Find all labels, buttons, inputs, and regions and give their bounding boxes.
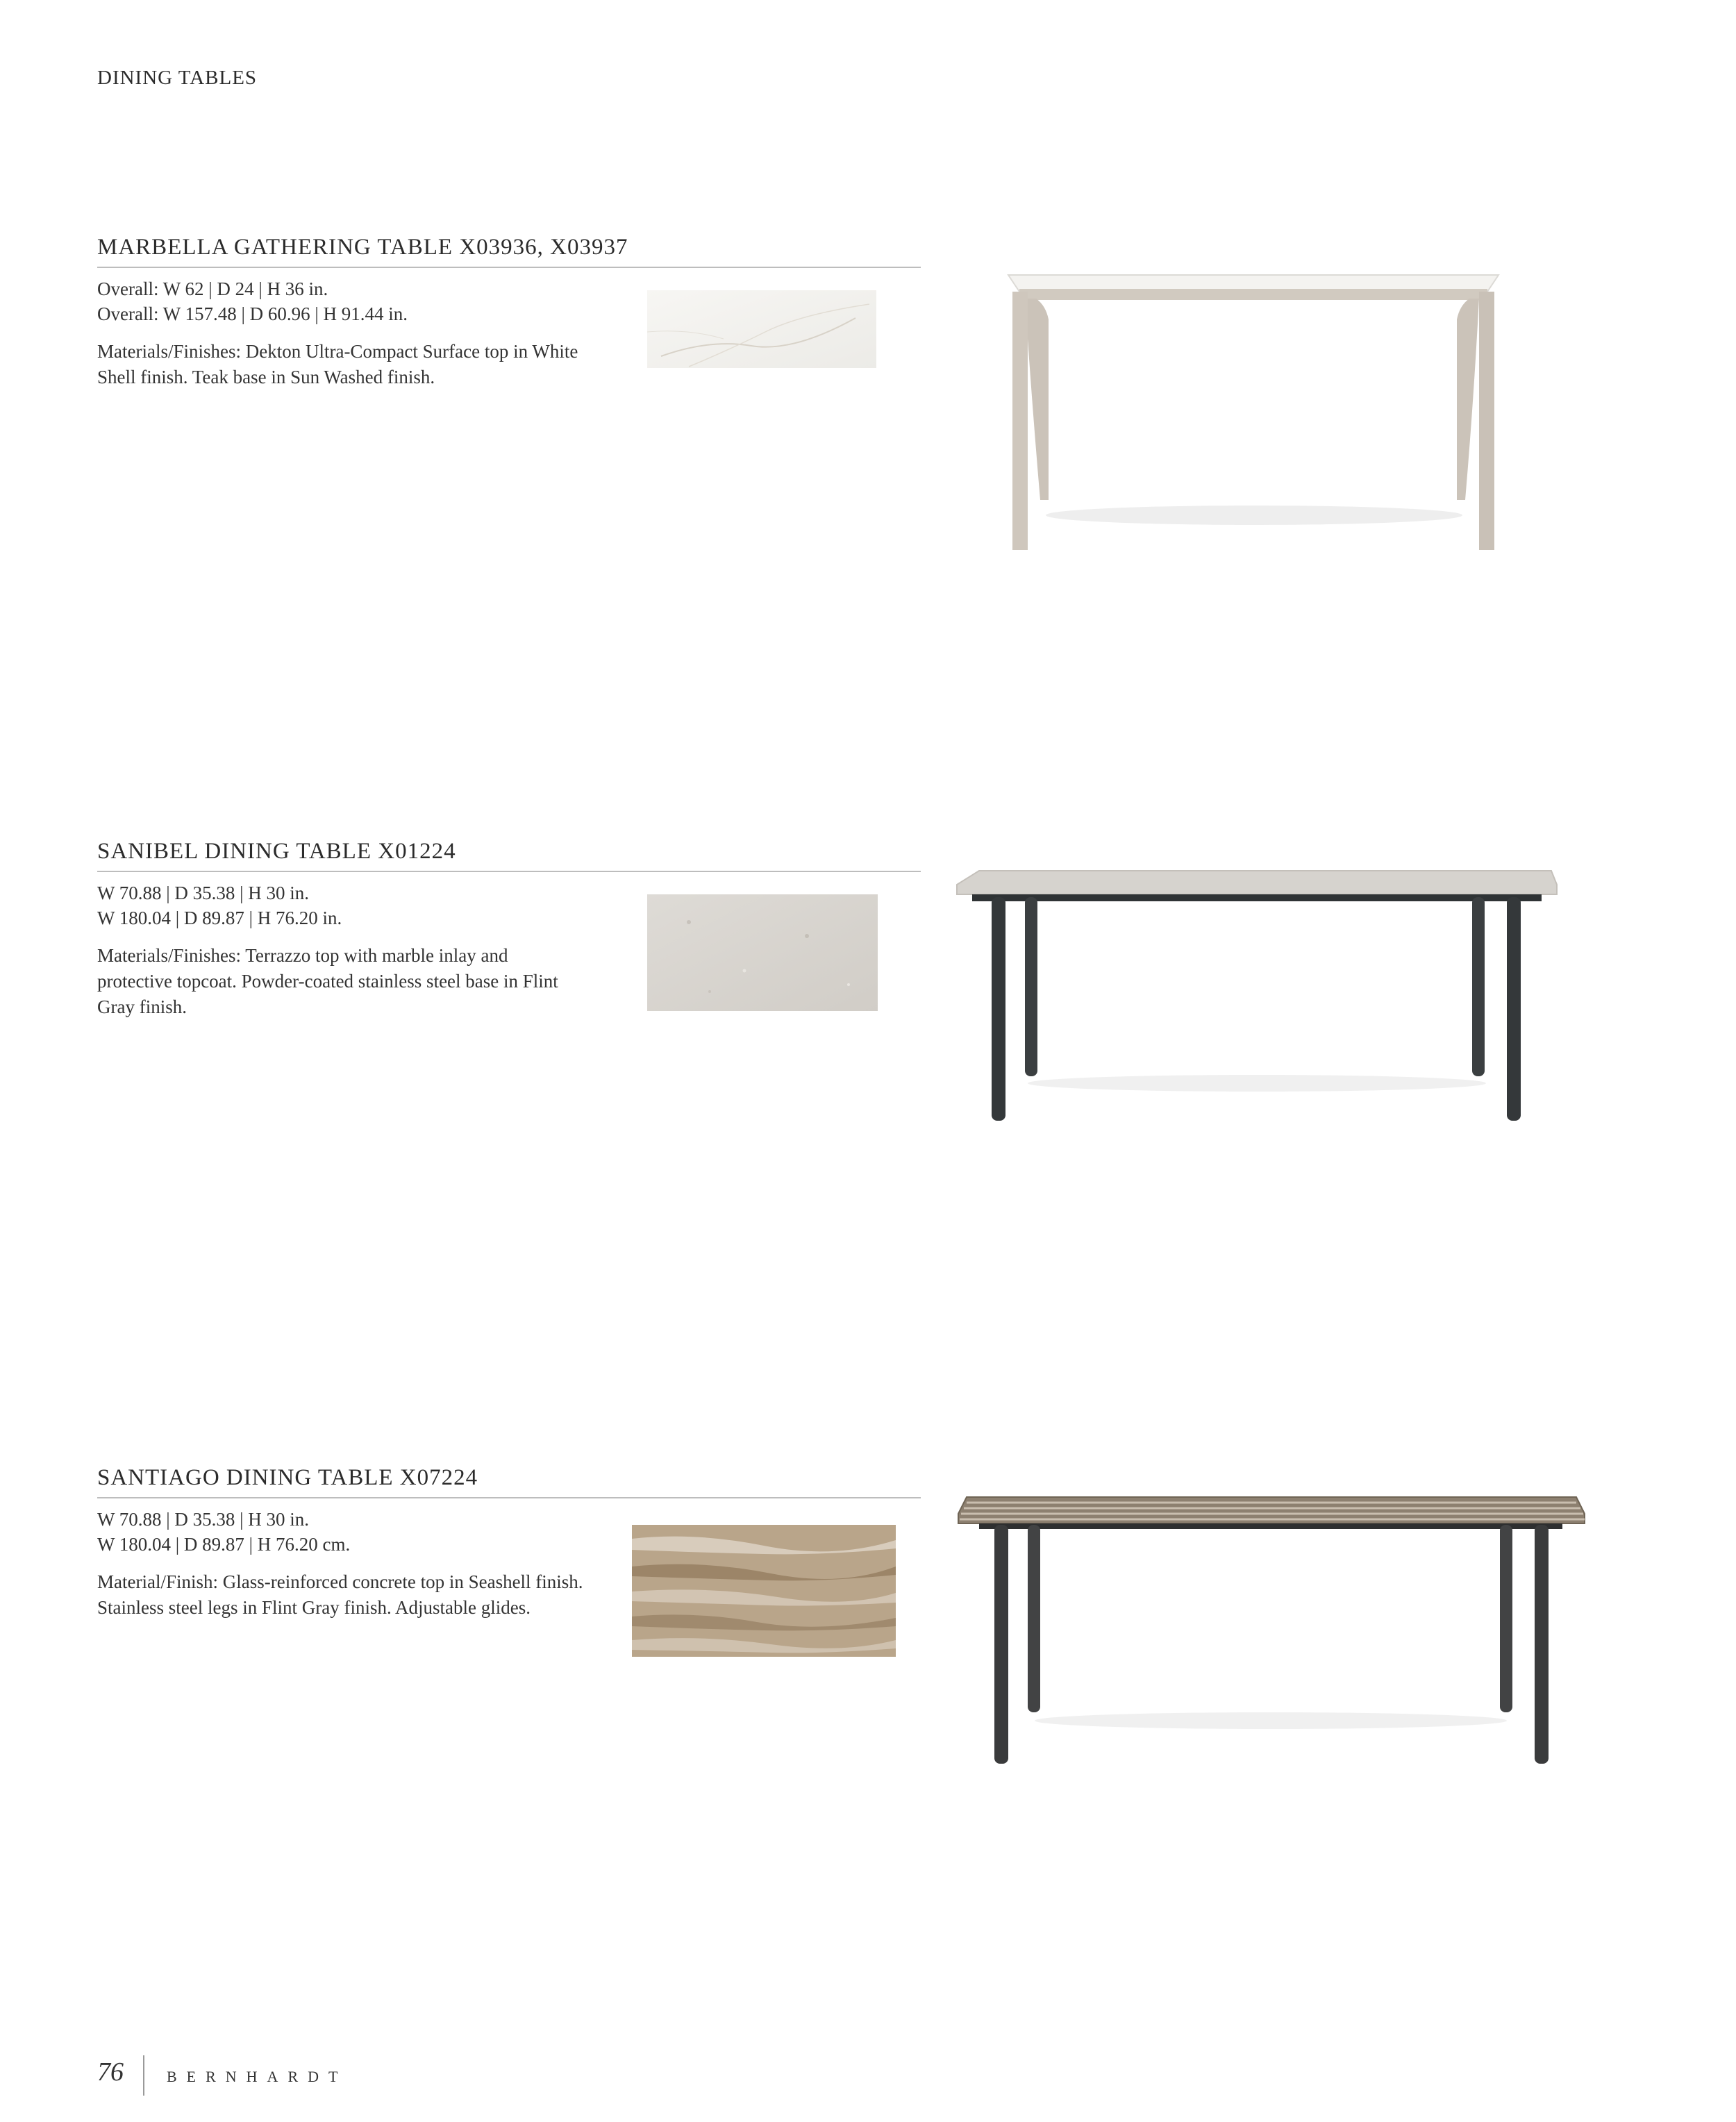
marble-swatch-image	[647, 290, 876, 368]
product-title: SANTIAGO DINING TABLE X07224	[97, 1465, 478, 1490]
sanibel-table-photo	[951, 861, 1562, 1139]
materials-text: Materials/Finishes: Terrazzo top with marble inlay and protective topcoat. Powder-coated stainless steel base in Flint Gray finish.	[97, 945, 558, 1017]
dimensions-imperial: W 70.88 | D 35.38 | H 30 in.	[97, 1509, 310, 1530]
materials-text: Materials/Finishes: Dekton Ultra-Compact Surface top in White Shell finish. Teak base in Sun Washed finish.	[97, 341, 578, 387]
brand-wordmark: BERNHARDT	[167, 2068, 348, 2085]
dimensions-metric: Overall: W 157.48 | D 60.96 | H 91.44 in.	[97, 303, 408, 324]
dimensions-metric: W 180.04 | D 89.87 | H 76.20 in.	[97, 908, 342, 928]
dimensions-metric: W 180.04 | D 89.87 | H 76.20 cm.	[97, 1534, 351, 1555]
title-rule	[97, 267, 921, 268]
footer-divider	[143, 2055, 144, 2096]
title-rule	[97, 1497, 921, 1498]
santiago-table-photo	[951, 1486, 1590, 1778]
terrazzo-swatch-image	[647, 894, 878, 1011]
marbella-table-photo	[997, 264, 1511, 562]
page-number: 76	[97, 2057, 124, 2087]
product-title: MARBELLA GATHERING TABLE X03936, X03937	[97, 235, 628, 260]
concrete-swatch-image	[632, 1525, 896, 1657]
materials-text: Material/Finish: Glass-reinforced concrete top in Seashell finish. Stainless steel legs in Flint Gray finish. Adjustable glides.	[97, 1571, 583, 1618]
product-title: SANIBEL DINING TABLE X01224	[97, 839, 456, 864]
dimensions-imperial: Overall: W 62 | D 24 | H 36 in.	[97, 278, 328, 299]
title-rule	[97, 871, 921, 872]
dimensions-imperial: W 70.88 | D 35.38 | H 30 in.	[97, 883, 310, 903]
section-label: DINING TABLES	[97, 67, 258, 89]
